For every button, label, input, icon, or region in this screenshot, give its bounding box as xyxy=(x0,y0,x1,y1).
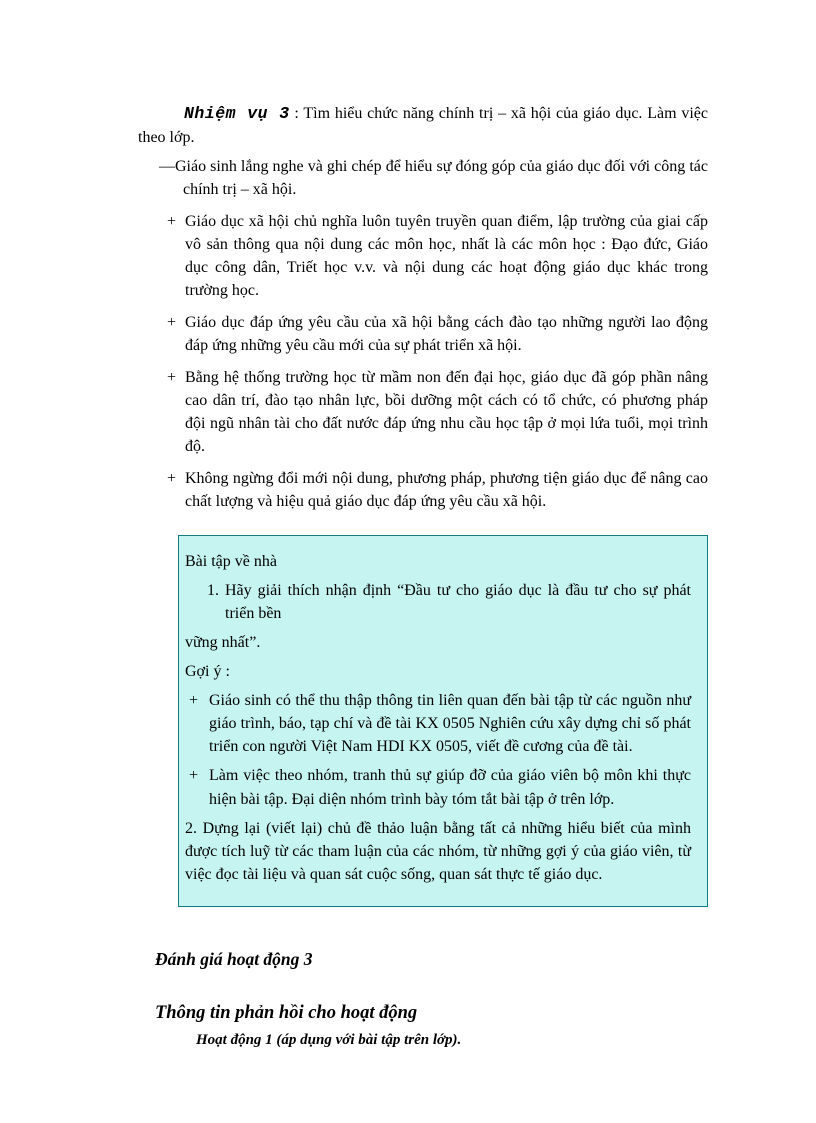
homework-box-title: Bài tập về nhà xyxy=(185,553,277,571)
homework-item-1 xyxy=(185,579,691,625)
homework-box xyxy=(178,535,708,906)
plus-text: Bằng hệ thống trường học từ mầm non đến đại học, giáo dục đã góp phần nâng cao dân trí, đào tạo nhân lực, bồi dưỡng một cách có tổ chức, có phương pháp đội ngũ nhân tài cho đất nước đáp ứng nhu cầu học tập ở mọi lứa tuổi, mọi trình độ. xyxy=(185,369,708,456)
item-number: 2. xyxy=(185,819,197,837)
hint-label: Gợi ý : xyxy=(185,663,230,681)
evaluation-heading: Đánh giá hoạt động 3 xyxy=(155,948,313,969)
hint-text: Làm việc theo nhóm, tranh thủ sự giúp đỡ của giáo viên bộ môn khi thực hiện bài tập. Đại diện nhóm trình bày tóm tắt bài tập ở trên lớp. xyxy=(209,767,691,808)
task-heading xyxy=(138,102,708,149)
hint-list-item xyxy=(185,764,691,810)
task-text: : Tìm hiểu chức năng chính trị – xã hội của giáo dục. Làm việc theo lớp. xyxy=(138,105,708,146)
item-text: Hãy giải thích nhận định “Đầu tư cho giáo dục là đầu tư cho sự phát triển bền xyxy=(225,582,691,623)
feedback-heading: Thông tin phản hồi cho hoạt động xyxy=(155,1002,418,1023)
plus-list-item xyxy=(138,311,708,357)
dash-marker: — xyxy=(159,157,175,175)
plus-list-item xyxy=(138,210,708,302)
dash-list-item xyxy=(138,155,708,201)
plus-marker: + xyxy=(189,692,199,710)
plus-list-item xyxy=(138,366,708,458)
item-number: 1. xyxy=(207,582,219,600)
plus-text: Không ngừng đổi mới nội dung, phương pháp, phương tiện giáo dục để nâng cao chất lượng và hiệu quả giáo dục đáp ứng yêu cầu xã hội. xyxy=(185,470,708,511)
hint-text: Giáo sinh có thể thu thập thông tin liên quan đến bài tập từ các nguồn như giáo trình, báo, tạp chí và đề tài KX 0505 Nghiên cứu xây dựng chỉ số phát triển con người Việt Nam HDI KX 0505, viết đề cương của đề tài. xyxy=(209,692,691,756)
homework-item-2 xyxy=(185,817,691,886)
plus-marker: + xyxy=(189,767,199,785)
feedback-subline: Hoạt động 1 (áp dụng với bài tập trên lớp). xyxy=(196,1032,462,1049)
task-label: Nhiệm vụ 3 xyxy=(184,104,290,123)
dash-text: Giáo sinh lắng nghe và ghi chép để hiểu sự đóng góp của giáo dục đối với công tác chính trị – xã hội. xyxy=(175,157,708,198)
plus-list-item xyxy=(138,467,708,513)
homework-item-1-continuation: vững nhất”. xyxy=(185,634,261,652)
plus-text: Giáo dục đáp ứng yêu cầu của xã hội bằng cách đào tạo những người lao động đáp ứng những yêu cầu mới của sự phát triển xã hội. xyxy=(185,313,708,354)
plus-text: Giáo dục xã hội chủ nghĩa luôn tuyên truyền quan điểm, lập trường của giai cấp vô sản thông qua nội dung các môn học, nhất là các môn học : Đạo đức, Giáo dục công dân, Triết học v.v. và nội dung các hoạt động giáo dục khác trong trường học. xyxy=(185,212,708,299)
item-text: Dựng lại (viết lại) chủ đề thảo luận bằng tất cả những hiểu biết của mình được tích luỹ từ các tham luận của các nhóm, từ những gợi ý của giáo viên, từ việc đọc tài liệu và quan sát cuộc sống, quan sát thực tế giáo dục. xyxy=(185,819,691,883)
plus-marker: + xyxy=(167,313,177,331)
plus-marker: + xyxy=(167,212,177,230)
plus-marker: + xyxy=(167,470,177,488)
plus-marker: + xyxy=(167,369,177,387)
hint-list-item xyxy=(185,689,691,758)
